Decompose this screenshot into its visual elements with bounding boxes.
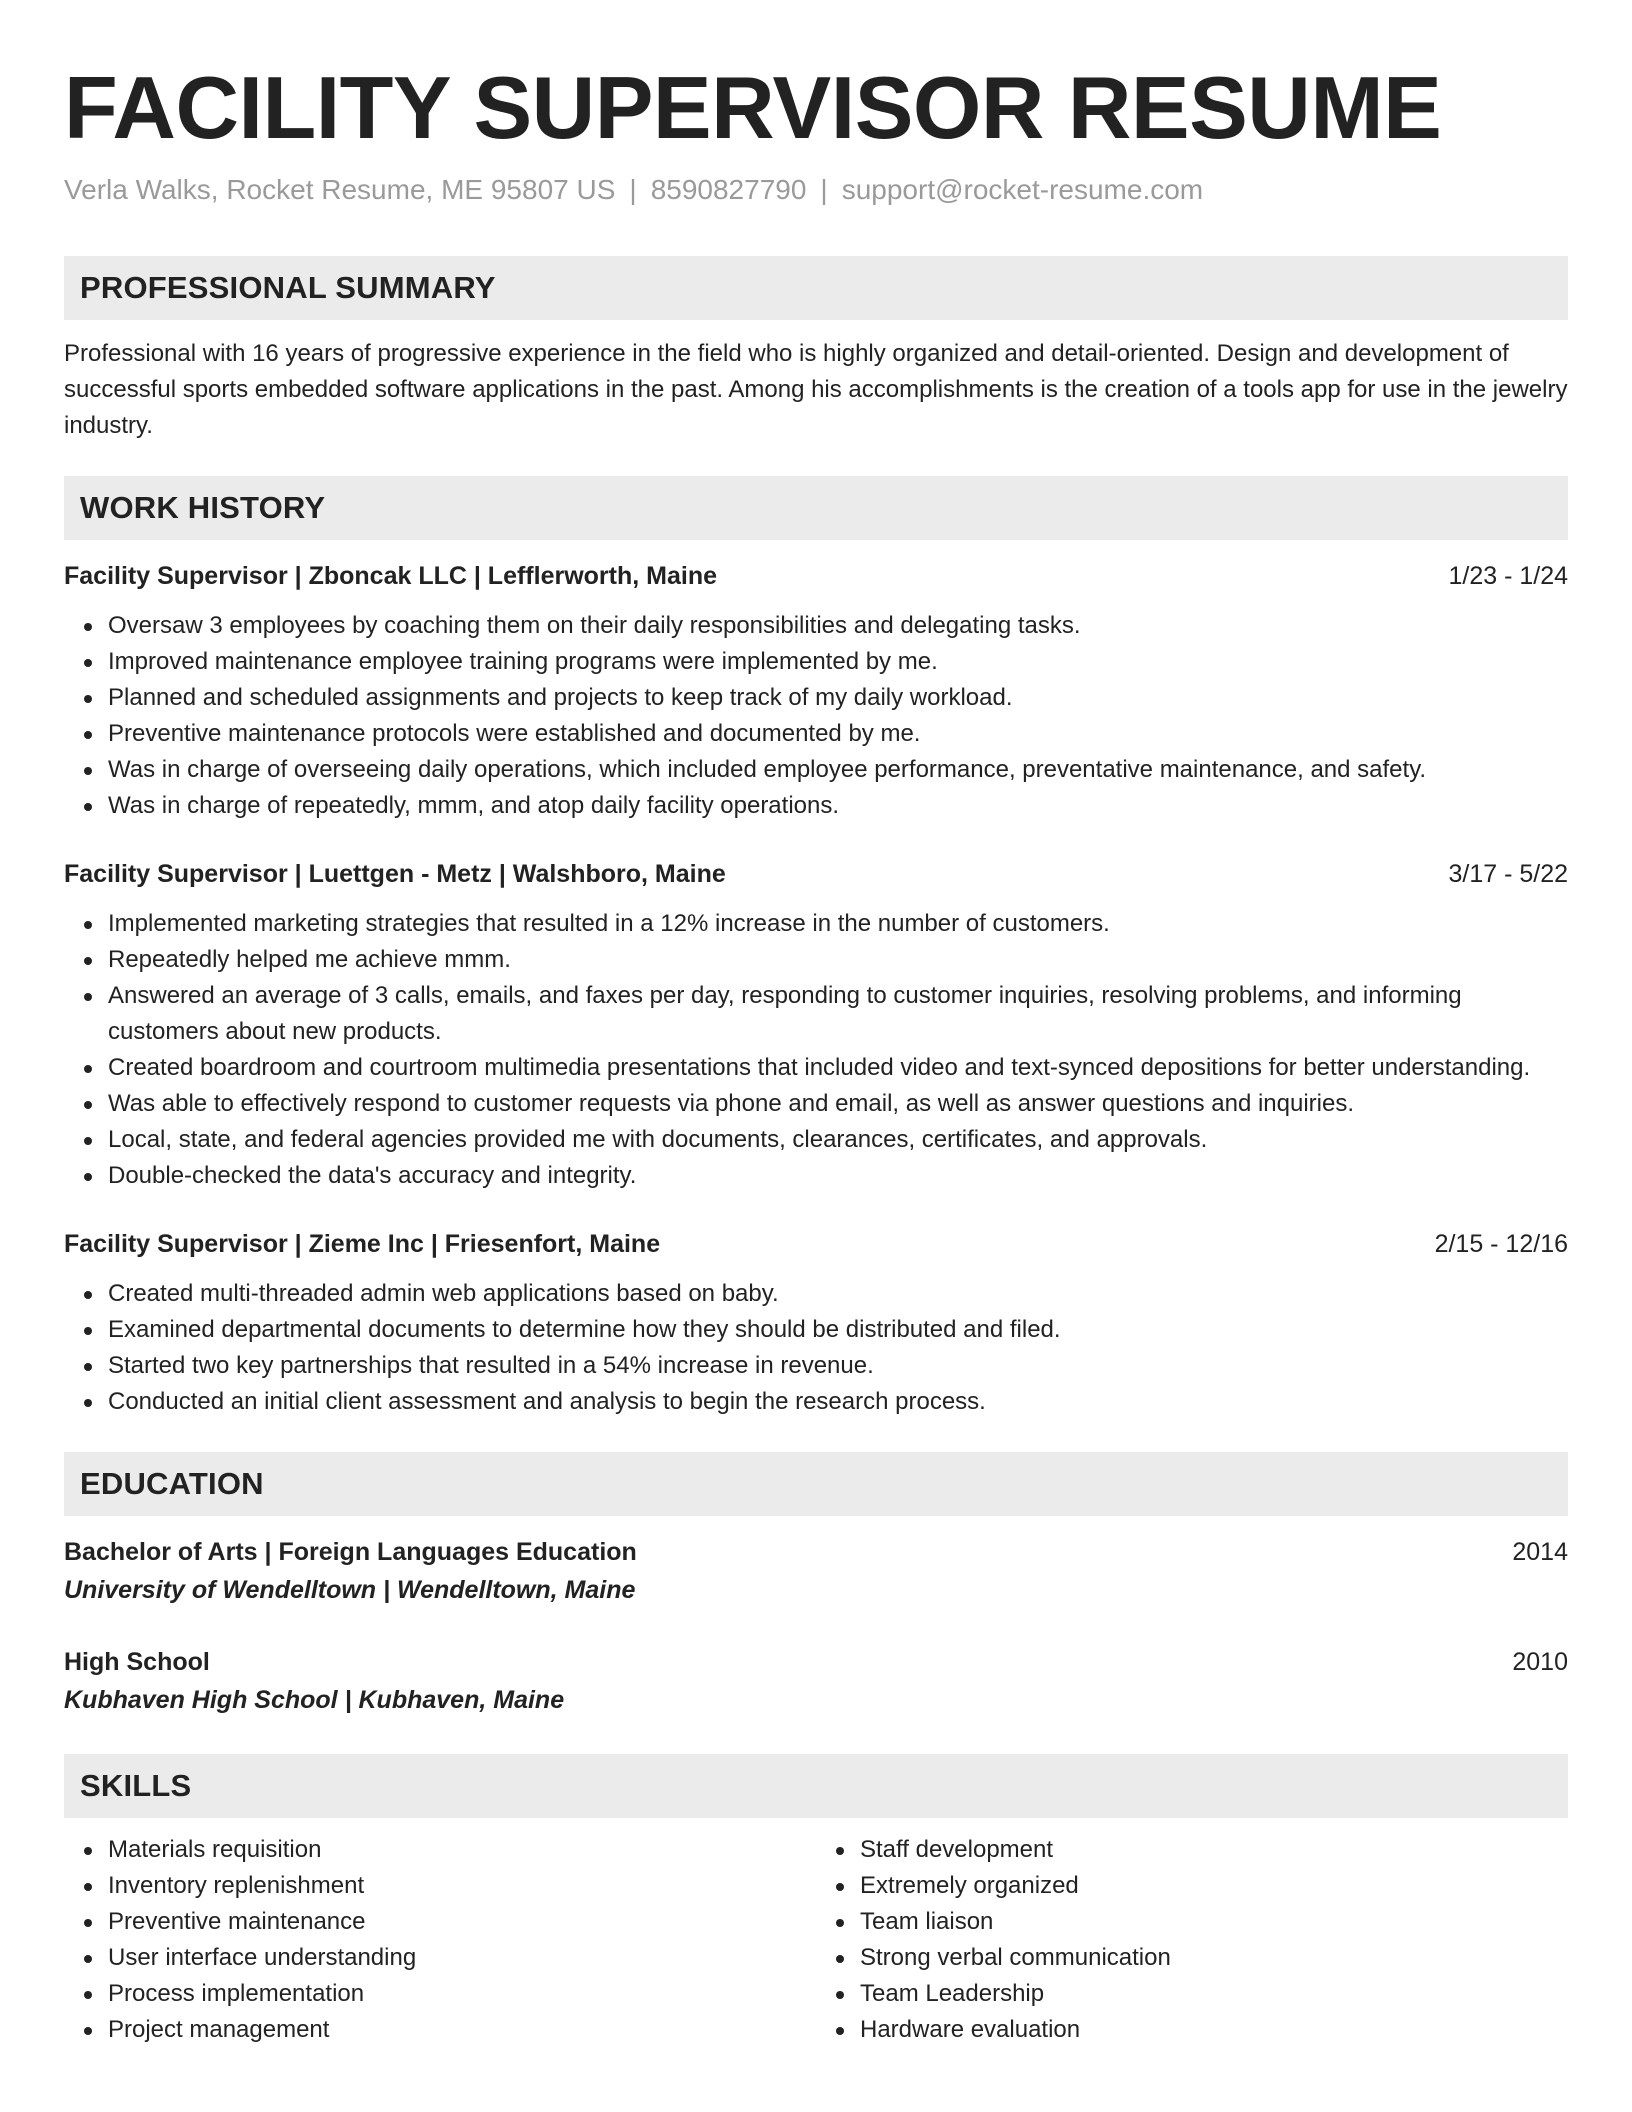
education-degree: Bachelor of Arts | Foreign Languages Education: [64, 1538, 637, 1566]
contact-line: [64, 172, 1568, 208]
section-header-summary: PROFESSIONAL SUMMARY: [64, 256, 1568, 320]
skill-item: Process implementation: [108, 1976, 816, 2012]
section-header-skills: SKILLS: [64, 1754, 1568, 1818]
skills-column-right: [816, 1832, 1568, 2048]
skill-item: Team Leadership: [860, 1976, 1568, 2012]
education-degree: High School: [64, 1648, 210, 1676]
education-year: 2014: [1512, 1538, 1568, 1566]
list-item: Preventive maintenance protocols were established and documented by me.: [108, 716, 1568, 752]
education-year: 2010: [1512, 1648, 1568, 1676]
education-school: Kubhaven High School | Kubhaven, Maine: [64, 1686, 565, 1714]
job-dates: 2/15 - 12/16: [1434, 1230, 1568, 1258]
job-bullets: [64, 608, 1568, 824]
list-item: Conducted an initial client assessment and analysis to begin the research process.: [108, 1384, 1568, 1420]
job-title: Facility Supervisor | Luettgen - Metz | Walshboro, Maine: [64, 860, 726, 888]
skill-item: Project management: [108, 2012, 816, 2048]
skill-item: Preventive maintenance: [108, 1904, 816, 1940]
job-dates: 1/23 - 1/24: [1448, 562, 1568, 590]
skill-item: Team liaison: [860, 1904, 1568, 1940]
section-header-work-history: WORK HISTORY: [64, 476, 1568, 540]
job-title: Facility Supervisor | Zieme Inc | Friesenfort, Maine: [64, 1230, 661, 1258]
list-item: Was in charge of overseeing daily operations, which included employee performance, preventative maintenance, and safety.: [108, 752, 1568, 788]
contact-address: Verla Walks, Rocket Resume, ME 95807 US: [64, 174, 616, 205]
job-header: [64, 1226, 1568, 1262]
list-item: Local, state, and federal agencies provided me with documents, clearances, certificates, and approvals.: [108, 1122, 1568, 1158]
list-item: Answered an average of 3 calls, emails, and faxes per day, responding to customer inquiries, resolving problems, and informing customers about new products.: [108, 978, 1568, 1050]
skill-item: Extremely organized: [860, 1868, 1568, 1904]
list-item: Was able to effectively respond to customer requests via phone and email, as well as answer questions and inquiries.: [108, 1086, 1568, 1122]
list-item: Created boardroom and courtroom multimedia presentations that included video and text-synced depositions for better understanding.: [108, 1050, 1568, 1086]
education-entry: [64, 1534, 1568, 1610]
list-item: Started two key partnerships that resulted in a 54% increase in revenue.: [108, 1348, 1568, 1384]
job-header: [64, 856, 1568, 892]
skill-item: Hardware evaluation: [860, 2012, 1568, 2048]
job-entry: [64, 558, 1568, 824]
contact-separator: |: [820, 174, 828, 205]
education-header: [64, 1644, 1568, 1680]
education-school: University of Wendelltown | Wendelltown, Maine: [64, 1576, 636, 1604]
job-dates: 3/17 - 5/22: [1448, 860, 1568, 888]
skill-item: Inventory replenishment: [108, 1868, 816, 1904]
skills-list: [816, 1832, 1568, 2048]
education-header: [64, 1534, 1568, 1570]
contact-phone: 8590827790: [650, 174, 807, 205]
resume-title: FACILITY SUPERVISOR RESUME: [64, 58, 1442, 157]
skills-grid: [64, 1832, 1568, 2048]
job-header: [64, 558, 1568, 594]
skill-item: Strong verbal communication: [860, 1940, 1568, 1976]
list-item: Double-checked the data's accuracy and integrity.: [108, 1158, 1568, 1194]
list-item: Oversaw 3 employees by coaching them on their daily responsibilities and delegating tasks.: [108, 608, 1568, 644]
list-item: Planned and scheduled assignments and projects to keep track of my daily workload.: [108, 680, 1568, 716]
list-item: Examined departmental documents to determine how they should be distributed and filed.: [108, 1312, 1568, 1348]
job-bullets: [64, 1276, 1568, 1420]
list-item: Repeatedly helped me achieve mmm.: [108, 942, 1568, 978]
job-entry: [64, 1226, 1568, 1420]
skill-item: User interface understanding: [108, 1940, 816, 1976]
list-item: Created multi-threaded admin web applications based on baby.: [108, 1276, 1568, 1312]
skill-item: Materials requisition: [108, 1832, 816, 1868]
skills-column-left: [64, 1832, 816, 2048]
section-header-education: EDUCATION: [64, 1452, 1568, 1516]
contact-email: support@rocket-resume.com: [841, 174, 1204, 205]
list-item: Was in charge of repeatedly, mmm, and atop daily facility operations.: [108, 788, 1568, 824]
contact-separator: |: [629, 174, 637, 205]
skill-item: Staff development: [860, 1832, 1568, 1868]
job-bullets: [64, 906, 1568, 1194]
skills-list: [64, 1832, 816, 2048]
list-item: Implemented marketing strategies that resulted in a 12% increase in the number of customers.: [108, 906, 1568, 942]
education-entry: [64, 1644, 1568, 1720]
job-entry: [64, 856, 1568, 1194]
job-title: Facility Supervisor | Zboncak LLC | Lefflerworth, Maine: [64, 562, 717, 590]
list-item: Improved maintenance employee training programs were implemented by me.: [108, 644, 1568, 680]
summary-text: Professional with 16 years of progressive experience in the field who is highly organized and detail-oriented. Design and development of successful sports embedded software applications in the past. Among his accomplishments is the creation of a tools app for use in the jewelry industry.: [64, 340, 1568, 439]
